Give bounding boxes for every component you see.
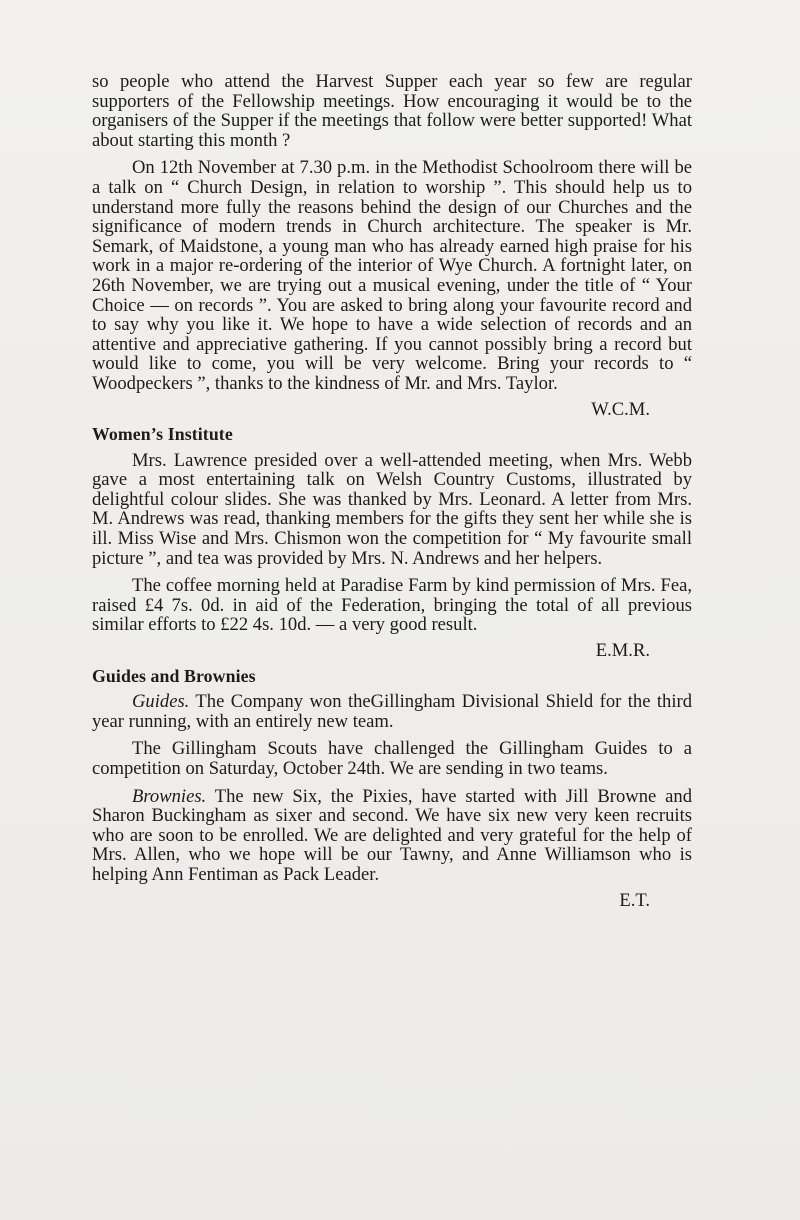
wi-paragraph-2: The coffee morning held at Paradise Farm by kind permission of Mrs. Fea, raised £4 7s. 0d. in aid of the Federation, bringing the total of all previous similar efforts to £22 4s. 10d. — a very good result. xyxy=(92,575,692,636)
wi-paragraph-1: Mrs. Lawrence presided over a well-attended meeting, when Mrs. Webb gave a most entertaining talk on Welsh Country Customs, illustrated by delightful colour slides. She was thanked by Mrs. Leonard. A letter from Mrs. M. Andrews was read, thanking members for the gifts they sent her while she is ill. Miss Wise and Mrs. Chismon won the competition for “ My favourite small picture ”, and tea was provided by Mrs. N. Andrews and her helpers. xyxy=(92,449,692,569)
guides-brownies-heading: Guides and Brownies xyxy=(92,665,256,686)
text-column xyxy=(92,72,692,910)
guides-paragraph xyxy=(92,692,692,731)
brownies-paragraph xyxy=(92,787,692,885)
guides-label: Guides. xyxy=(132,691,190,713)
guides-text: The Company won theGillingham Divisional Shield for the third year running, with an entirely new team. xyxy=(92,691,692,732)
wi-signature: E.M.R. xyxy=(595,640,650,662)
fellowship-paragraph-1: so people who attend the Harvest Supper each year so few are regular supporters of the Fellowship meetings. How encouraging it would be to the organisers of the Supper if the meetings that follow were better supported! What about starting this month ? xyxy=(92,71,692,151)
womens-institute-heading: Women’s Institute xyxy=(92,424,233,445)
fellowship-paragraph-2: On 12th November at 7.30 p.m. in the Methodist Schoolroom there will be a talk on “ Church Design, in relation to worship ”. This should help us to understand more fully the reasons behind the design of our Churches and the significance of modern trends in Church architecture. The speaker is Mr. Semark, of Maidstone, a young man who has already earned high praise for his work in a major re-ordering of the interior of Wye Church. A fortnight later, on 26th November, we are trying out a musical evening, under the title of “ Your Choice — on records ”. You are asked to bring along your favourite record and to say why you like it. We hope to have a wide selection of records and an attentive and appreciative gathering. If you cannot possibly bring a record but would like to come, you will be very welcome. Bring your records to “ Woodpeckers ”, thanks to the kindness of Mr. and Mrs. Taylor. xyxy=(92,157,692,394)
scouts-paragraph: The Gillingham Scouts have challenged the Gillingham Guides to a competition on Saturday, October 24th. We are sending in two teams. xyxy=(92,738,692,779)
brownies-label: Brownies. xyxy=(132,785,207,807)
guides-signature: E.T. xyxy=(619,889,650,911)
fellowship-signature: W.C.M. xyxy=(591,398,650,420)
brownies-text: The new Six, the Pixies, have started with Jill Browne and Sharon Buckingham as sixer and second. We have six new very keen recruits who are soon to be enrolled. We are delighted and very grateful for the help of Mrs. Allen, who we hope will be our Tawny, and Anne Williamson who is helping Ann Fentiman as Pack Leader. xyxy=(92,785,693,885)
